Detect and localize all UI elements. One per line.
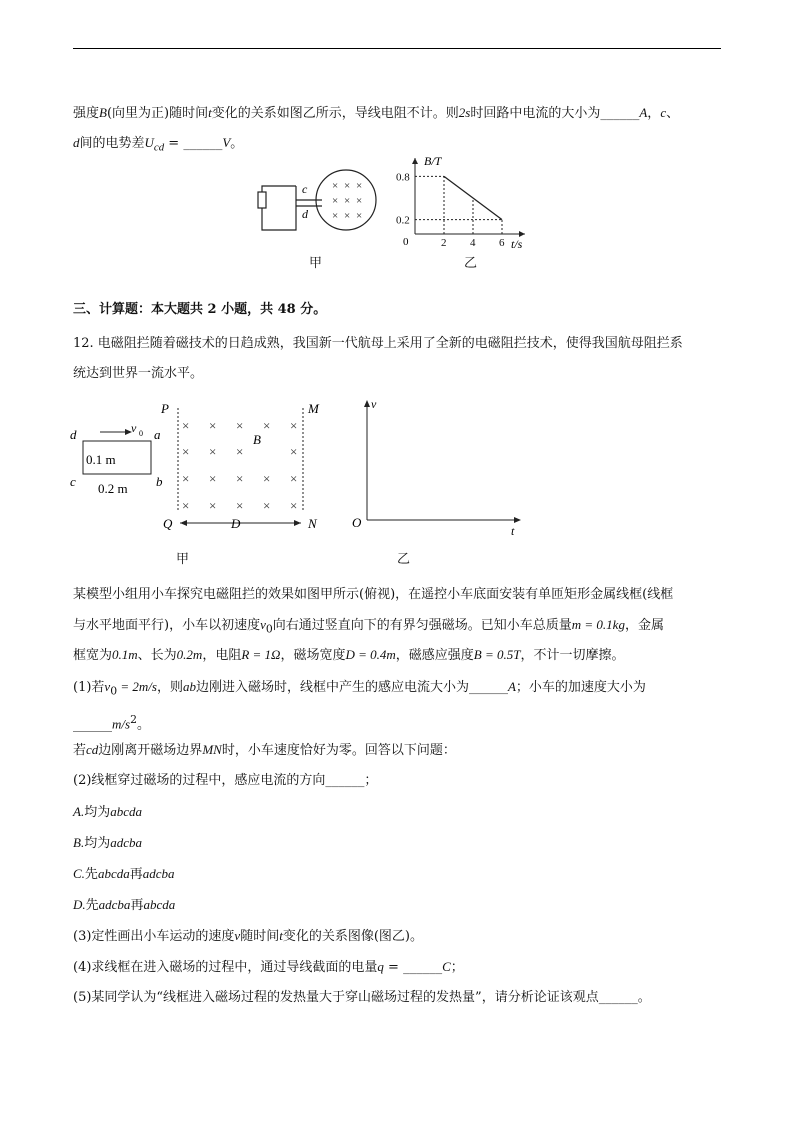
question-5: (5)某同学认为“线框进入磁场过程的发热量大于穿山磁场过程的发热量”，请分析论证该观点______。 [73, 990, 651, 1005]
blank: ______ [468, 680, 508, 695]
option-b: B.均为adcba [73, 835, 142, 851]
question-1-line-2: $\_\_\_\_\_\_m/s^2$。 [73, 713, 150, 733]
svg-text:×: × [209, 471, 217, 486]
y-tick-label: 0.2 [396, 214, 410, 227]
svg-text:×: × [344, 210, 351, 222]
body-line-1: 某模型小组用小车探究电磁阻拦的效果如图甲所示(俯视)，在遥控小车底面安装有单匝矩形金属线框(线框 [73, 587, 674, 602]
label-P: P [161, 401, 169, 416]
body-line-2: 与水平地面平行)，小车以初速度$v_0$向右通过竖直向下的有界匀强磁场。已知小车总质量m = 0.1kg，金属 [73, 617, 664, 636]
svg-text:×: × [182, 444, 190, 459]
label-b: b [156, 474, 163, 489]
svg-text:×: × [332, 210, 339, 222]
axis-origin: O [352, 515, 362, 530]
field-crosses [182, 418, 297, 513]
svg-text:×: × [356, 195, 363, 207]
label-a: a [154, 427, 161, 442]
label-N: N [308, 516, 317, 531]
svg-text:×: × [332, 195, 339, 207]
body-line-3: 框宽为0.1m、长为0.2m，电阻R = 1Ω，磁场宽度D = 0.4m，磁感应强度B = 0.5T，不计一切摩擦。 [73, 647, 625, 663]
svg-text:×: × [209, 444, 217, 459]
y-tick-label: 0.8 [396, 171, 410, 184]
svg-text:×: × [263, 418, 271, 433]
blank: ______ [73, 717, 112, 733]
svg-text:×: × [290, 498, 298, 513]
svg-text:×: × [236, 471, 244, 486]
blank: ______ [183, 136, 223, 151]
svg-text:×: × [236, 498, 244, 513]
axis-v: v [371, 397, 377, 411]
svg-text:×: × [209, 418, 217, 433]
blank: ______ [600, 106, 640, 121]
label-c: c [302, 182, 308, 196]
label-D: D [231, 516, 241, 531]
x-tick-label: 6 [499, 237, 505, 249]
label-d: d [302, 207, 308, 221]
condition-line: 若cd边刚离开磁场边界MN时，小车速度恰好为零。回答以下问题： [73, 742, 456, 758]
svg-text:×: × [290, 444, 298, 459]
svg-text:×: × [209, 498, 217, 513]
svg-text:×: × [290, 418, 298, 433]
header-rule [73, 48, 721, 49]
caption-jia-1: 甲 [309, 256, 323, 271]
figure-vt-axes [345, 395, 530, 540]
bt-chart [395, 152, 545, 252]
svg-text:×: × [344, 195, 351, 207]
svg-text:×: × [263, 498, 271, 513]
svg-text:×: × [236, 418, 244, 433]
svg-text:×: × [356, 180, 363, 192]
caption-yi-1: 乙 [464, 256, 478, 271]
question-1-line-1: (1)若$v_0 = 2m/s$，则ab边刚进入磁场时，线框中产生的感应电流大小为______A；小车的加速度大小为 [73, 679, 646, 698]
label-B: B [253, 432, 261, 447]
label-d: d [70, 427, 77, 442]
svg-text:×: × [332, 180, 339, 192]
axis-t: t [511, 524, 515, 538]
caption-jia-2: 甲 [176, 552, 190, 567]
svg-text:×: × [263, 471, 271, 486]
option-d: D.先adcba再abcda [73, 897, 176, 913]
figure-circuit [252, 160, 382, 236]
svg-text:×: × [344, 180, 351, 192]
label-M: M [308, 401, 319, 416]
svg-text:×: × [236, 444, 244, 459]
question-3: (3)定性画出小车运动的速度v随时间t变化的关系图像(图乙)。 [73, 928, 423, 944]
svg-text:×: × [182, 498, 190, 513]
intro-line-2: d间的电势差$U_{cd}$ = ______V。 [73, 135, 244, 154]
question-4: (4)求线框在进入磁场的过程中，通过导线截面的电量q = ______C； [73, 959, 464, 975]
blank: ______ [403, 960, 443, 975]
blank: ______ [325, 773, 365, 788]
svg-text:×: × [182, 471, 190, 486]
label-c: c [70, 474, 76, 489]
x-tick-label: 2 [441, 237, 447, 249]
caption-yi-2: 乙 [397, 552, 411, 567]
x-tick-label: 4 [470, 237, 476, 249]
q12-line-1: 12. 电磁阻拦随着磁技术的日趋成熟，我国新一代航母上采用了全新的电磁阻拦技术，使得我国航母阻拦系 [73, 336, 683, 351]
label-v0-sub: 0 [139, 429, 143, 438]
label-Q: Q [163, 516, 173, 531]
option-a: A.均为abcda [73, 804, 142, 820]
option-c: C.先abcda再adcba [73, 866, 175, 882]
question-2: (2)线框穿过磁场的过程中，感应电流的方向______； [73, 773, 378, 788]
bt-ylabel: B/T [424, 154, 442, 168]
intro-line-1: 强度B(向里为正)随时间t变化的关系如图乙所示，导线电阻不计。则2s时回路中电流的大小为______A，c、 [73, 105, 680, 121]
blank: ______ [598, 990, 638, 1005]
svg-text:×: × [356, 210, 363, 222]
svg-text:×: × [182, 418, 190, 433]
section-3-heading: 三、计算题：本大题共 2 小题，共 48 分。 [73, 302, 327, 317]
bt-xlabel: t/s [511, 237, 523, 251]
bt-origin: 0 [403, 236, 409, 248]
label-v0: v [131, 421, 137, 435]
label-length: 0.2 m [98, 481, 128, 496]
label-width: 0.1 m [86, 452, 116, 467]
q12-line-2: 统达到世界一流水平。 [73, 366, 204, 381]
figure-magnetic-field [68, 398, 338, 538]
svg-text:×: × [290, 471, 298, 486]
